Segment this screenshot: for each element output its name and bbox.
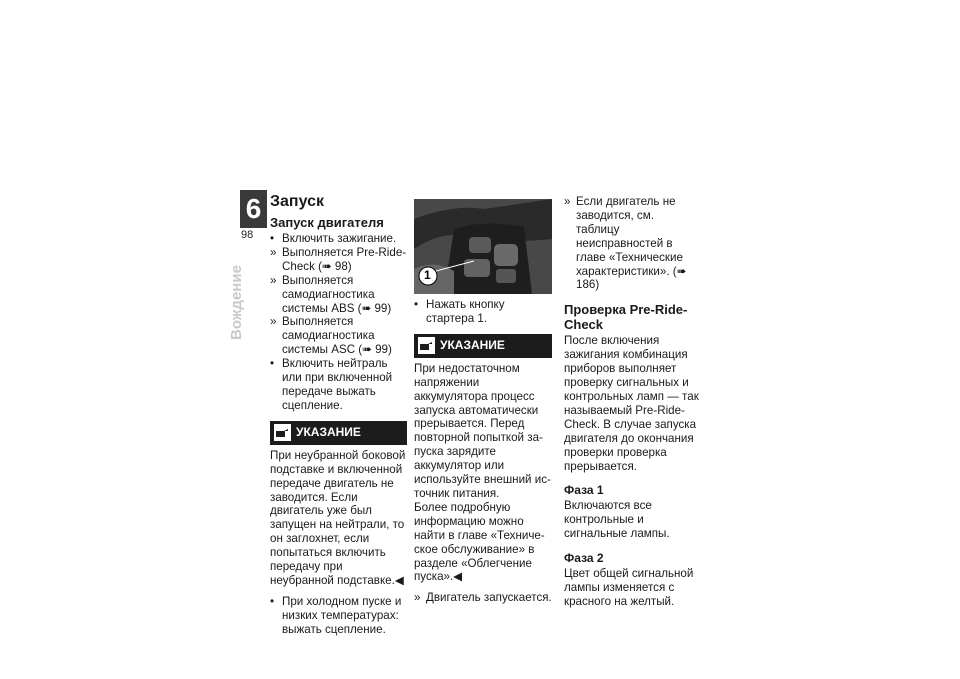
note-text: При неубранной боковой подставке и включенной передаче двигатель не заводится. Если двигатель уже был запущен на нейтрали, то он заглохнет, если попытаться включить передачу при неубранной подставке.◀ bbox=[270, 448, 406, 587]
subsection-title: Запуск двигателя bbox=[270, 215, 384, 230]
section-title: Проверка Pre-Ride-Check bbox=[564, 302, 688, 333]
column-1 bbox=[270, 193, 407, 637]
chapter-number-tab: 6 bbox=[240, 190, 267, 228]
intro-text: После включения зажигания комбинация приборов выполняет проверку сигнальных и контрольных ламп — так называемый Pre-Ride-Check. В случае запуска двигателя до окончания проверки проверка прерывается. bbox=[564, 334, 699, 473]
note-label: УКАЗАНИЕ bbox=[440, 337, 505, 352]
note-text: При недостаточном напряжении аккумулятора процесс запуска автоматически прерывается. Перед повторной попыткой запуска зарядите аккумулятор или используйте внешний источник питания. bbox=[414, 361, 551, 500]
note-header bbox=[270, 421, 407, 445]
note-label: УКАЗАНИЕ bbox=[296, 424, 361, 439]
column-2 bbox=[414, 199, 552, 605]
step-item: • Включить зажигание. bbox=[270, 232, 397, 245]
phase-title: Фаза 2 bbox=[564, 551, 604, 566]
phase-title: Фаза 1 bbox=[564, 483, 604, 498]
note-text-more: Более подробную информацию можно найти в главе «Техническое обслуживание» в разделе «Облегчение пуска».◀ bbox=[414, 500, 545, 584]
page-number: 98 bbox=[241, 229, 254, 241]
result-item: » Если двигатель не заводится, см. таблицу неисправностей в главе «Технические характеристики». (➠ 186) bbox=[564, 195, 687, 292]
note-header bbox=[414, 334, 552, 358]
step-item: » Выполняется самодиагностика системы ABS (➠ 99) bbox=[270, 273, 392, 315]
callout-label: 1 bbox=[424, 268, 431, 282]
chapter-side-title: Вождение bbox=[228, 265, 245, 340]
phase-text: Цвет общей сигнальной лампы изменяется с красного на желтый. bbox=[564, 567, 694, 608]
section-title: Запуск bbox=[270, 193, 324, 210]
step-item: • Включить нейтраль или при включенной передаче выжать сцепление. bbox=[270, 357, 393, 412]
result-item: » Двигатель запускается. bbox=[414, 591, 552, 605]
step-item: • При холодном пуске и низких температурах: выжать сцепление. bbox=[270, 594, 402, 636]
hand-pointer-icon bbox=[418, 337, 435, 354]
step-item: » Выполняется Pre-Ride-Check (➠ 98) bbox=[270, 245, 407, 273]
step-item: • Нажать кнопку стартера 1. bbox=[414, 298, 505, 325]
handlebar-switch-photo bbox=[414, 199, 552, 294]
phase-text: Включаются все контрольные и сигнальные лампы. bbox=[564, 499, 670, 541]
hand-pointer-icon bbox=[274, 424, 291, 441]
column-3 bbox=[564, 195, 700, 609]
step-item: » Выполняется самодиагностика системы ASC (➠ 99) bbox=[270, 315, 392, 357]
